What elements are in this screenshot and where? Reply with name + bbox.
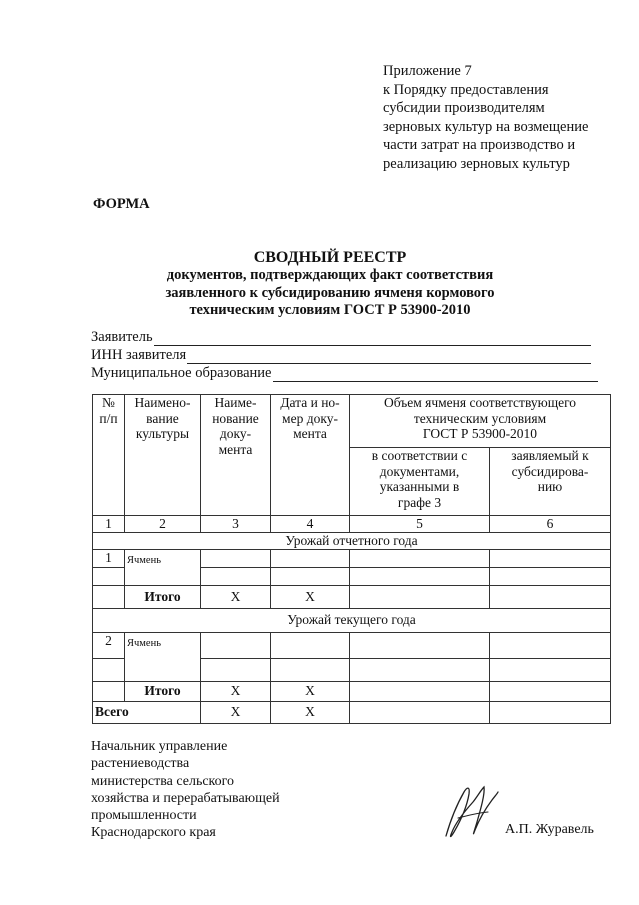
data-cell[interactable] [201,549,271,567]
signer-line: хозяйства и перерабатывающей [91,790,280,806]
data-cell[interactable] [350,632,490,658]
title-line: заявленного к субсидированию ячменя кормового [165,284,495,301]
header-volume: Объем ячменя соответствующего техническим условиям ГОСТ Р 53900-2010 [350,395,611,448]
column-number: 1 [93,516,125,533]
crop-cell: Ячмень [125,549,201,585]
subtotal-row [93,681,611,701]
data-cell[interactable] [271,567,350,585]
appendix-line: реализацию зерновых культур [383,155,570,172]
empty-cell [93,585,125,608]
table-row [93,632,611,658]
appendix-line: к Порядку предоставления [383,81,549,98]
signer-block [91,738,280,842]
data-cell[interactable] [490,681,611,701]
table-row [93,549,611,567]
title-line: техническим условиям ГОСТ Р 53900-2010 [189,302,471,318]
column-number: 3 [201,516,271,533]
signer-line: промышленности [91,808,197,824]
data-cell[interactable] [350,585,490,608]
signer-line: Начальник управление [91,739,228,754]
title-main: СВОДНЫЙ РЕЕСТР [253,249,407,266]
applicant-line[interactable] [154,332,591,346]
data-cell[interactable] [490,549,611,567]
header-doc-name: Наиме- нование доку- мента [201,395,271,516]
column-number: 2 [125,516,201,533]
inn-label: ИНН заявителя [91,347,187,363]
municipality-label: Муниципальное образование [91,365,272,381]
section-title: Урожай отчетного года [93,532,611,549]
x-mark: Х [201,701,271,723]
appendix-line: зерновых культур на возмещение [383,118,589,135]
data-cell[interactable] [490,632,611,658]
appendix-line: части затрат на производство и [383,137,576,154]
data-cell[interactable] [490,585,611,608]
document-title [80,248,580,320]
row-number: 2 [93,632,125,658]
municipality-line[interactable] [273,368,599,382]
signer-line: растениеводства [91,756,190,772]
data-cell[interactable] [201,658,271,681]
subtotal-label: Итого [125,681,201,701]
header-row [93,395,611,448]
subtotal-row [93,585,611,608]
data-cell[interactable] [350,681,490,701]
x-mark: Х [201,585,271,608]
column-numbers-row [93,516,611,533]
data-cell[interactable] [350,658,490,681]
x-mark: Х [271,585,350,608]
header-crop: Наимено- вание культуры [125,395,201,516]
data-cell[interactable] [271,658,350,681]
section-header-row [93,532,611,549]
data-cell[interactable] [271,632,350,658]
row-number: 1 [93,549,125,567]
data-cell[interactable] [490,658,611,681]
data-cell[interactable] [271,549,350,567]
x-mark: Х [271,681,350,701]
municipality-field[interactable] [91,364,598,382]
appendix-block [383,62,633,174]
subtotal-label: Итого [125,585,201,608]
header-doc-date: Дата и но- мер доку- мента [271,395,350,516]
data-cell[interactable] [350,567,490,585]
empty-cell [93,681,125,701]
data-cell[interactable] [490,701,611,723]
form-label: ФОРМА [93,196,150,212]
data-cell[interactable] [490,567,611,585]
grand-total-row [93,701,611,723]
column-number: 4 [271,516,350,533]
data-cell[interactable] [350,549,490,567]
crop-cell: Ячмень [125,632,201,681]
handwritten-signature [440,782,502,844]
applicant-field[interactable] [91,328,591,346]
signer-name: А.П. Журавель [505,822,594,837]
signer-line: Краснодарского края [91,825,216,841]
appendix-line: Приложение 7 [383,63,472,79]
applicant-label: Заявитель [91,329,153,345]
column-number: 5 [350,516,490,533]
section-header-row [93,608,611,632]
header-num: № п/п [93,395,125,516]
header-vol-docs: в соответствии с документами, указанными в графе 3 [350,448,490,516]
data-cell[interactable] [201,567,271,585]
header-vol-claimed: заявляемый к субсидирова- нию [490,448,611,516]
section-title: Урожай текущего года [93,608,611,632]
inn-field[interactable] [91,346,591,364]
column-number: 6 [490,516,611,533]
inn-line[interactable] [187,350,591,364]
grand-total-label: Всего [93,701,201,723]
appendix-line: субсидии производителям [383,100,545,117]
register-table [92,394,611,724]
data-cell[interactable] [201,632,271,658]
data-cell[interactable] [350,701,490,723]
signer-line: министерства сельского [91,773,235,789]
data-cell[interactable] [93,658,125,681]
title-line: документов, подтверждающих факт соответствия [166,267,494,283]
data-cell[interactable] [93,567,125,585]
x-mark: Х [201,681,271,701]
x-mark: Х [271,701,350,723]
